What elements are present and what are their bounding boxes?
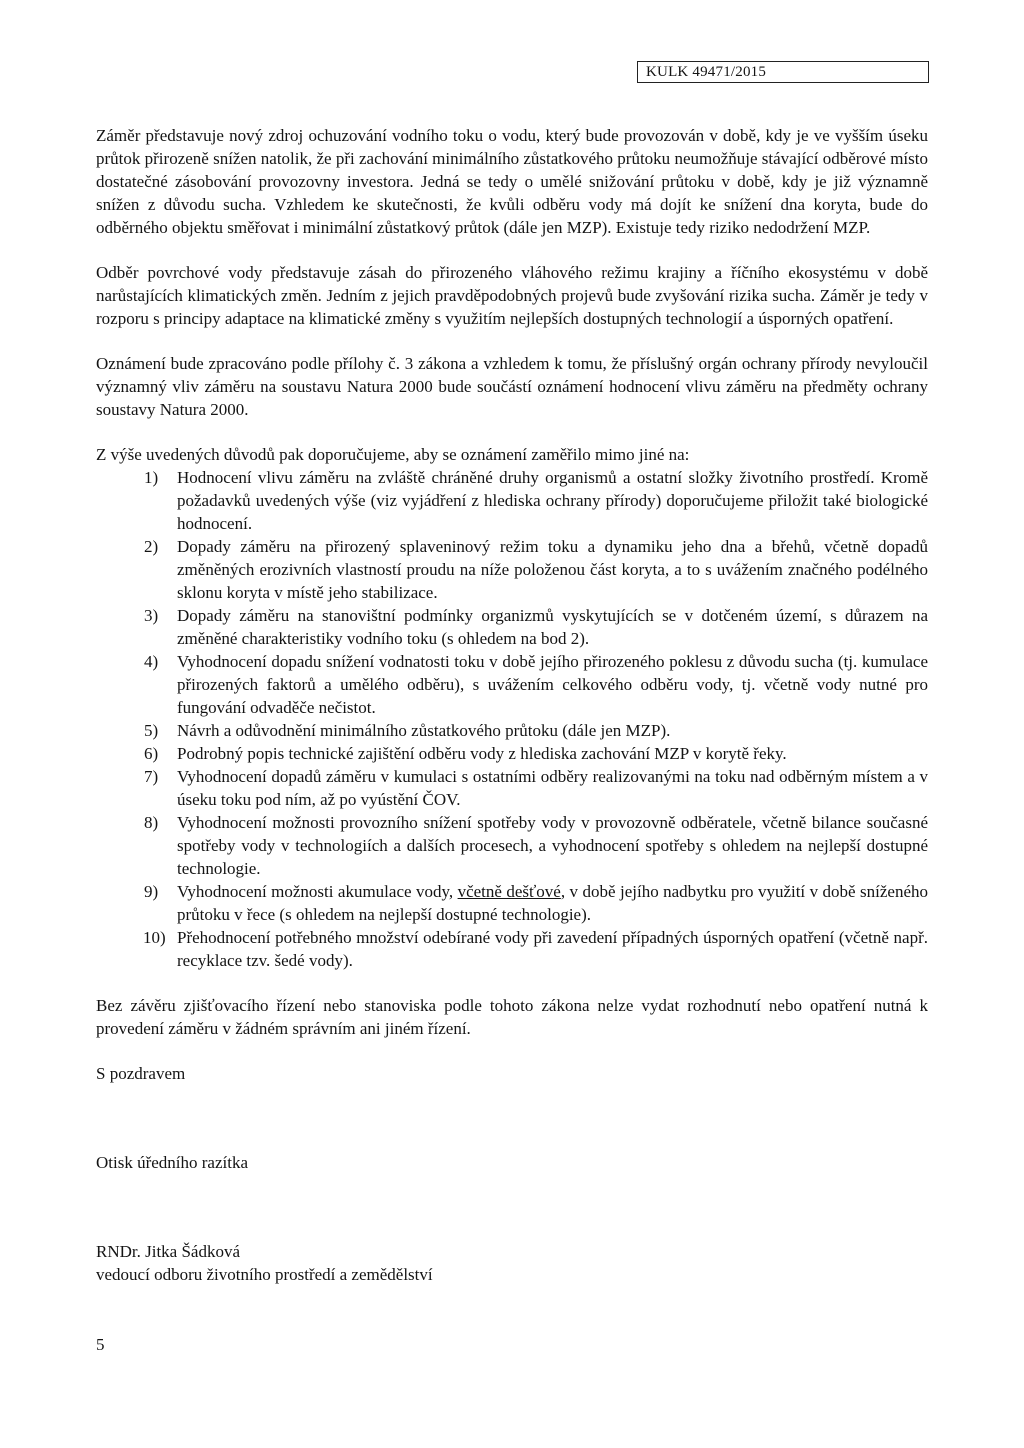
list-item-number: 2) <box>144 537 159 556</box>
list-item-number: 1) <box>144 468 159 487</box>
list-item-text: Vyhodnocení dopadů záměru v kumulaci s ostatními odběry realizovanými na toku nad odběrným místem a v úseku toku pod ním, až po vyústění ČOV. <box>177 767 928 809</box>
list-item <box>96 811 928 880</box>
list-item <box>96 742 928 765</box>
recommendations-list <box>96 466 928 972</box>
list-item-text: Vyhodnocení dopadu snížení vodnatosti toku v době jejího přirozeného poklesu z důvodu sucha (tj. kumulace přirozených faktorů a umělého odběru), s uvážením celkového odběru vody, tj. včetně vody nutné pro fungování odvaděče nečistot. <box>177 652 928 717</box>
list-item-text: Podrobný popis technické zajištění odběru vody z hlediska zachování MZP v korytě řeky. <box>177 744 787 763</box>
page-number: 5 <box>96 1335 105 1354</box>
list-item <box>96 719 928 742</box>
list-item-text: Vyhodnocení možnosti provozního snížení spotřeby vody v provozovně odběratele, včetně bilance současné spotřeby vody v technologiích a dalších procesech, a vyhodnocení spotřeby s ohledem na nejlepší dostupné technologie. <box>177 813 928 878</box>
list-item-number: 7) <box>144 767 159 786</box>
letter-body <box>96 124 928 1286</box>
list-item-number: 9) <box>144 882 159 901</box>
list-item-text-underlined: včetně dešťové <box>457 882 561 901</box>
paragraph-legal-notice: Bez závěru zjišťovacího řízení nebo stanoviska podle tohoto zákona nelze vydat rozhodnutí nebo opatření nutná k provedení záměru v žádném správním ani jiném řízení. <box>96 996 928 1038</box>
list-item <box>96 880 928 926</box>
list-item-text-after: , v době jejího nadbytku pro využití v době sníženého průtoku v řece (s ohledem na nejlepší dostupné technologie). <box>177 882 928 924</box>
list-item-text: Přehodnocení potřebného množství odebírané vody při zavedení případných úsporných opatření (včetně např. recyklace tzv. šedé vody). <box>177 928 928 970</box>
signer-name: RNDr. Jitka Šádková <box>96 1242 241 1261</box>
list-item <box>96 765 928 811</box>
list-item-number: 8) <box>144 813 159 832</box>
list-item-number: 5) <box>144 721 159 740</box>
list-item-text: Dopady záměru na stanovištní podmínky organizmů vyskytujících se v dotčeném území, s důrazem na změněné charakteristiky vodního toku (s ohledem na bod 2). <box>177 606 928 648</box>
paragraph-water-regime: Odběr povrchové vody představuje zásah do přirozeného vláhového režimu krajiny a říčního ekosystému v době narůstajících klimatických změn. Jedním z jejich pravděpodobných projevů bude zvyšování rizika sucha. Záměr je tedy v rozporu s principy adaptace na klimatické změny s využitím nejlepších dostupných technologií a úsporných opatření. <box>96 263 928 328</box>
list-item-number: 6) <box>144 744 159 763</box>
paragraph-natura-assessment: Oznámení bude zpracováno podle přílohy č. 3 zákona a vzhledem k tomu, že příslušný orgán ochrany přírody nevyloučil významný vliv záměru na soustavu Natura 2000 bude součástí oznámení hodnocení vlivu záměru na předměty ochrany soustavy Natura 2000. <box>96 354 928 419</box>
list-item-text: Návrh a odůvodnění minimálního zůstatkového průtoku (dále jen MZP). <box>177 721 671 740</box>
reference-number: KULK 49471/2015 <box>646 64 767 80</box>
list-item <box>96 650 928 719</box>
list-item-text-before: Vyhodnocení možnosti akumulace vody, <box>177 882 458 901</box>
list-item-number: 4) <box>144 652 159 671</box>
list-item <box>96 604 928 650</box>
list-item-text: Hodnocení vlivu záměru na zvláště chráněné druhy organismů a ostatní složky životního prostředí. Kromě požadavků uvedených výše (viz vyjádření z hlediska ochrany přírody) doporučujeme přiložit také biologické hodnocení. <box>177 468 928 533</box>
list-item-text: Dopady záměru na přirozený splaveninový režim toku a dynamiku jeho dna a břehů, včetně dopadů změněných erozivních vlastností proudu na níže položenou část koryta, a to s uvážením značného podélného sklonu koryta v místě jeho stabilizace. <box>177 537 928 602</box>
list-item <box>96 466 928 535</box>
closing-greeting: S pozdravem <box>96 1064 186 1083</box>
stamp-placeholder: Otisk úředního razítka <box>96 1153 249 1172</box>
reference-number-box <box>637 61 929 83</box>
paragraph-project-description: Záměr představuje nový zdroj ochuzování vodního toku o vodu, který bude provozován v době, kdy je ve vyšším úseku průtok přirozeně snížen natolik, že při zachování minimálního zůstatkového průtoku neumožňuje stávající odběrové místo dostatečné zásobování provozovny investora. Jedná se tedy o umělé snižování průtoku v době, kdy je již významně snížen z důvodu sucha. Vzhledem ke skutečnosti, že kvůli odběru vody má dojít ke snížení dna koryta, bude do odběrného objektu směřovat i minimální zůstatkový průtok (dále jen MZP). Existuje tedy riziko nedodržení MZP. <box>96 126 928 237</box>
paragraph-recommendations-intro: Z výše uvedených důvodů pak doporučujeme, aby se oznámení zaměřilo mimo jiné na: <box>96 445 690 464</box>
list-item <box>96 535 928 604</box>
list-item-number: 3) <box>144 606 159 625</box>
list-item <box>96 926 928 972</box>
signer-title: vedoucí odboru životního prostředí a zemědělství <box>96 1265 433 1284</box>
list-item-number: 10) <box>143 928 166 947</box>
